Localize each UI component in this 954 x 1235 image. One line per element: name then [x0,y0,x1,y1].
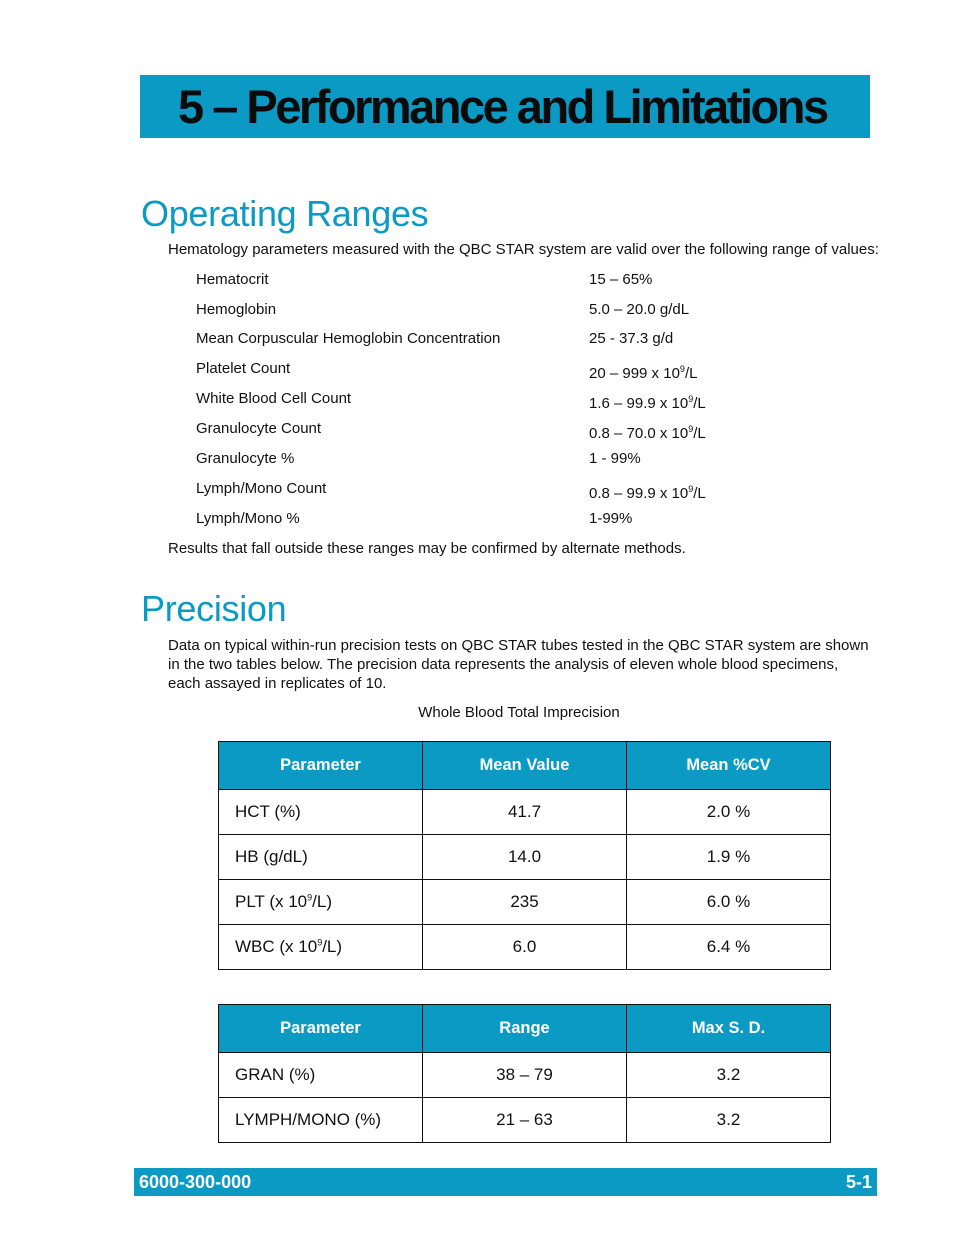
column-header: Parameter [219,1005,423,1053]
range-value: 5.0 – 20.0 g/dL [589,301,690,318]
range-row [196,479,756,502]
range-cell: 21 – 63 [423,1098,627,1143]
operating-ranges-heading: Operating Ranges [141,193,429,234]
range-value: 1.6 – 99.9 x $10^9/L$ [589,394,706,412]
range-value: 0.8 – 99.9 x $10^9/L$ [589,484,706,502]
range-name: Hematocrit [196,271,269,288]
parameter-cell: PLT (x $10^9/L$) [219,880,423,925]
range-value: 1-99% [589,510,633,527]
range-value: 0.8 – 70.0 x $10^9/L$ [589,424,706,442]
range-value: 25 - 37.3 g/d [589,330,674,347]
mean-value-cell: 6.0 [423,925,627,970]
range-cell: 38 – 79 [423,1053,627,1098]
table-row [219,925,831,970]
column-header: Mean %CV [627,742,831,790]
mean-cv-cell: 2.0 % [627,790,831,835]
precision-table-mean [218,741,831,970]
mean-value-cell: 235 [423,880,627,925]
range-name: Mean Corpuscular Hemoglobin Concentration [196,330,501,347]
range-row [196,329,756,349]
range-name: Hemoglobin [196,301,277,318]
column-header: Max S. D. [627,1005,831,1053]
table-row [219,1098,831,1143]
mean-value-cell: 14.0 [423,835,627,880]
mean-cv-cell: 6.4 % [627,925,831,970]
page-number: 5-1 [845,1172,872,1192]
range-name: Lymph/Mono Count [196,480,327,497]
parameter-cell: WBC (x $10^9/L$) [219,925,423,970]
range-name: Platelet Count [196,360,291,377]
range-name: Granulocyte Count [196,420,322,437]
table-row [219,790,831,835]
chapter-title: 5 – Performance and Limitations [178,80,827,133]
range-row [196,359,756,382]
table-header-row [219,742,831,790]
page-footer [134,1168,877,1196]
column-header: Mean Value [423,742,627,790]
table-row [219,1053,831,1098]
max-sd-cell: 3.2 [627,1098,831,1143]
range-row [196,419,756,442]
table-caption: Whole Blood Total Imprecision [418,704,620,721]
max-sd-cell: 3.2 [627,1053,831,1098]
range-row [196,300,756,320]
column-header: Parameter [219,742,423,790]
range-row [196,509,756,529]
mean-value-cell: 41.7 [423,790,627,835]
precision-heading: Precision [141,588,287,629]
precision-intro: Data on typical within-run precision tests on QBC STAR tubes tested in the QBC STAR system are shown in the two tables below. The precision data represents the analysis of eleven whole blood specimens, each assayed in replicates of 10. [168,637,869,692]
operating-ranges-note: Results that fall outside these ranges may be confirmed by alternate methods. [168,540,686,557]
table-row [219,835,831,880]
range-row [196,449,756,469]
parameter-cell: LYMPH/MONO (%) [219,1098,423,1143]
mean-cv-cell: 1.9 % [627,835,831,880]
parameter-cell: GRAN (%) [219,1053,423,1098]
column-header: Range [423,1005,627,1053]
chapter-banner [140,75,870,138]
range-name: White Blood Cell Count [196,390,352,407]
document-number: 6000-300-000 [139,1172,252,1192]
range-value: 15 – 65% [589,271,653,288]
range-name: Lymph/Mono % [196,510,300,527]
range-row [196,270,756,290]
range-row [196,389,756,412]
operating-ranges-intro: Hematology parameters measured with the QBC STAR system are valid over the following range of values: [168,241,879,258]
parameter-cell: HB (g/dL) [219,835,423,880]
table-header-row [219,1005,831,1053]
parameter-cell: HCT (%) [219,790,423,835]
range-value: 20 – 999 x $10^9/L$ [589,364,698,382]
range-name: Granulocyte % [196,450,295,467]
mean-cv-cell: 6.0 % [627,880,831,925]
range-value: 1 - 99% [589,450,641,467]
precision-table-range [218,1004,831,1143]
table-row [219,880,831,925]
